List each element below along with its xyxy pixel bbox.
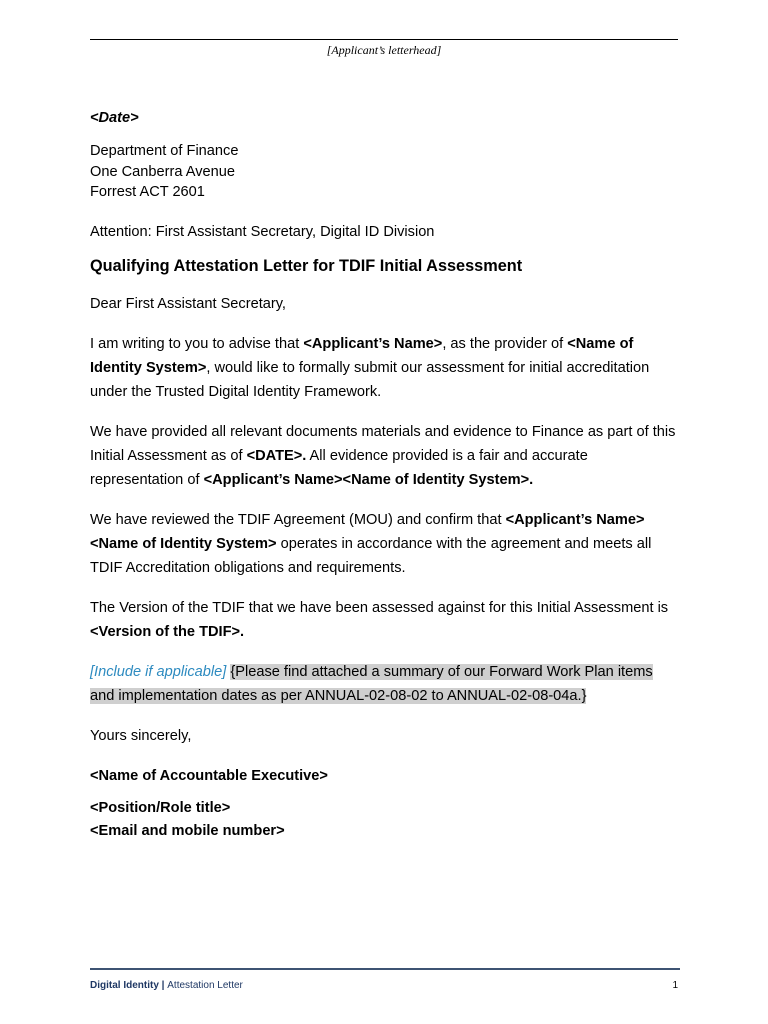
letter-body <box>90 106 678 843</box>
letter-title: Qualifying Attestation Letter for TDIF Initial Assessment <box>90 256 523 275</box>
paragraph-4 <box>90 596 678 644</box>
text-run: We have provided all relevant documents materials and evidence to Finance as part of this Initial Assessment as of <box>90 423 676 464</box>
footer-label <box>90 980 243 991</box>
salutation: Dear First Assistant Secretary, <box>90 295 286 312</box>
text-run: I am writing to you to advise that <box>90 335 304 352</box>
paragraph-3 <box>90 508 678 580</box>
address-line: Department of Finance <box>90 143 239 159</box>
placeholder-identity-system: <Name of Identity System> <box>90 335 634 376</box>
text-run: operates in accordance with the agreement and meets all TDIF Accreditation obligations and requirements. <box>90 535 652 576</box>
footer-doc-title: Attestation Letter <box>167 980 243 991</box>
paragraph-2 <box>90 420 678 492</box>
page-number: 1 <box>672 980 678 991</box>
include-if-applicable-note: [Include if applicable] <box>90 663 227 680</box>
address-line: One Canberra Avenue <box>90 163 235 180</box>
closing: Yours sincerely, <box>90 727 192 744</box>
placeholder-date: <DATE>. <box>246 447 307 464</box>
placeholder-applicant-system: <Applicant’s Name><Name of Identity System> <box>90 511 645 552</box>
text-run: The Version of the TDIF that we have been assessed against for this Initial Assessment is <box>90 599 669 616</box>
attention-line: Attention: First Assistant Secretary, Digital ID Division <box>90 223 435 240</box>
letterhead-placeholder: [Applicant’s letterhead] <box>326 43 442 57</box>
footer-org: Digital Identity <box>90 980 159 991</box>
letter-date: <Date> <box>90 110 139 126</box>
page-footer <box>90 980 678 991</box>
signatory-contact: <Email and mobile number> <box>90 822 285 839</box>
text-run: , would like to formally submit our assessment for initial accreditation under the Trusted Digital Identity Framework. <box>90 359 650 400</box>
highlighted-optional-text: {Please find attached a summary of our Forward Work Plan items and implementation dates as per ANNUAL-02-08-02 to ANNUAL-02-08-04a.} <box>90 663 653 704</box>
signatory-name: <Name of Accountable Executive> <box>90 767 328 784</box>
text-run: We have reviewed the TDIF Agreement (MOU) and confirm that <box>90 511 506 528</box>
paragraph-1 <box>90 332 678 404</box>
text-run: , as the provider of <box>442 335 568 352</box>
signatory-position: <Position/Role title> <box>90 799 231 816</box>
signatory-details <box>90 797 678 843</box>
text-run: All evidence provided is a fair and accurate representation of <box>90 447 588 488</box>
placeholder-applicant-name: <Applicant’s Name> <box>303 335 443 352</box>
footer-rule <box>90 968 680 970</box>
placeholder-applicant-system: <Applicant’s Name><Name of Identity System>. <box>203 471 534 488</box>
footer-separator: | <box>158 980 168 991</box>
address-line: Forrest ACT 2601 <box>90 184 205 200</box>
header-rule <box>90 39 678 40</box>
placeholder-tdif-version: <Version of the TDIF>. <box>90 623 245 640</box>
recipient-address <box>90 141 678 203</box>
paragraph-5 <box>90 660 678 708</box>
